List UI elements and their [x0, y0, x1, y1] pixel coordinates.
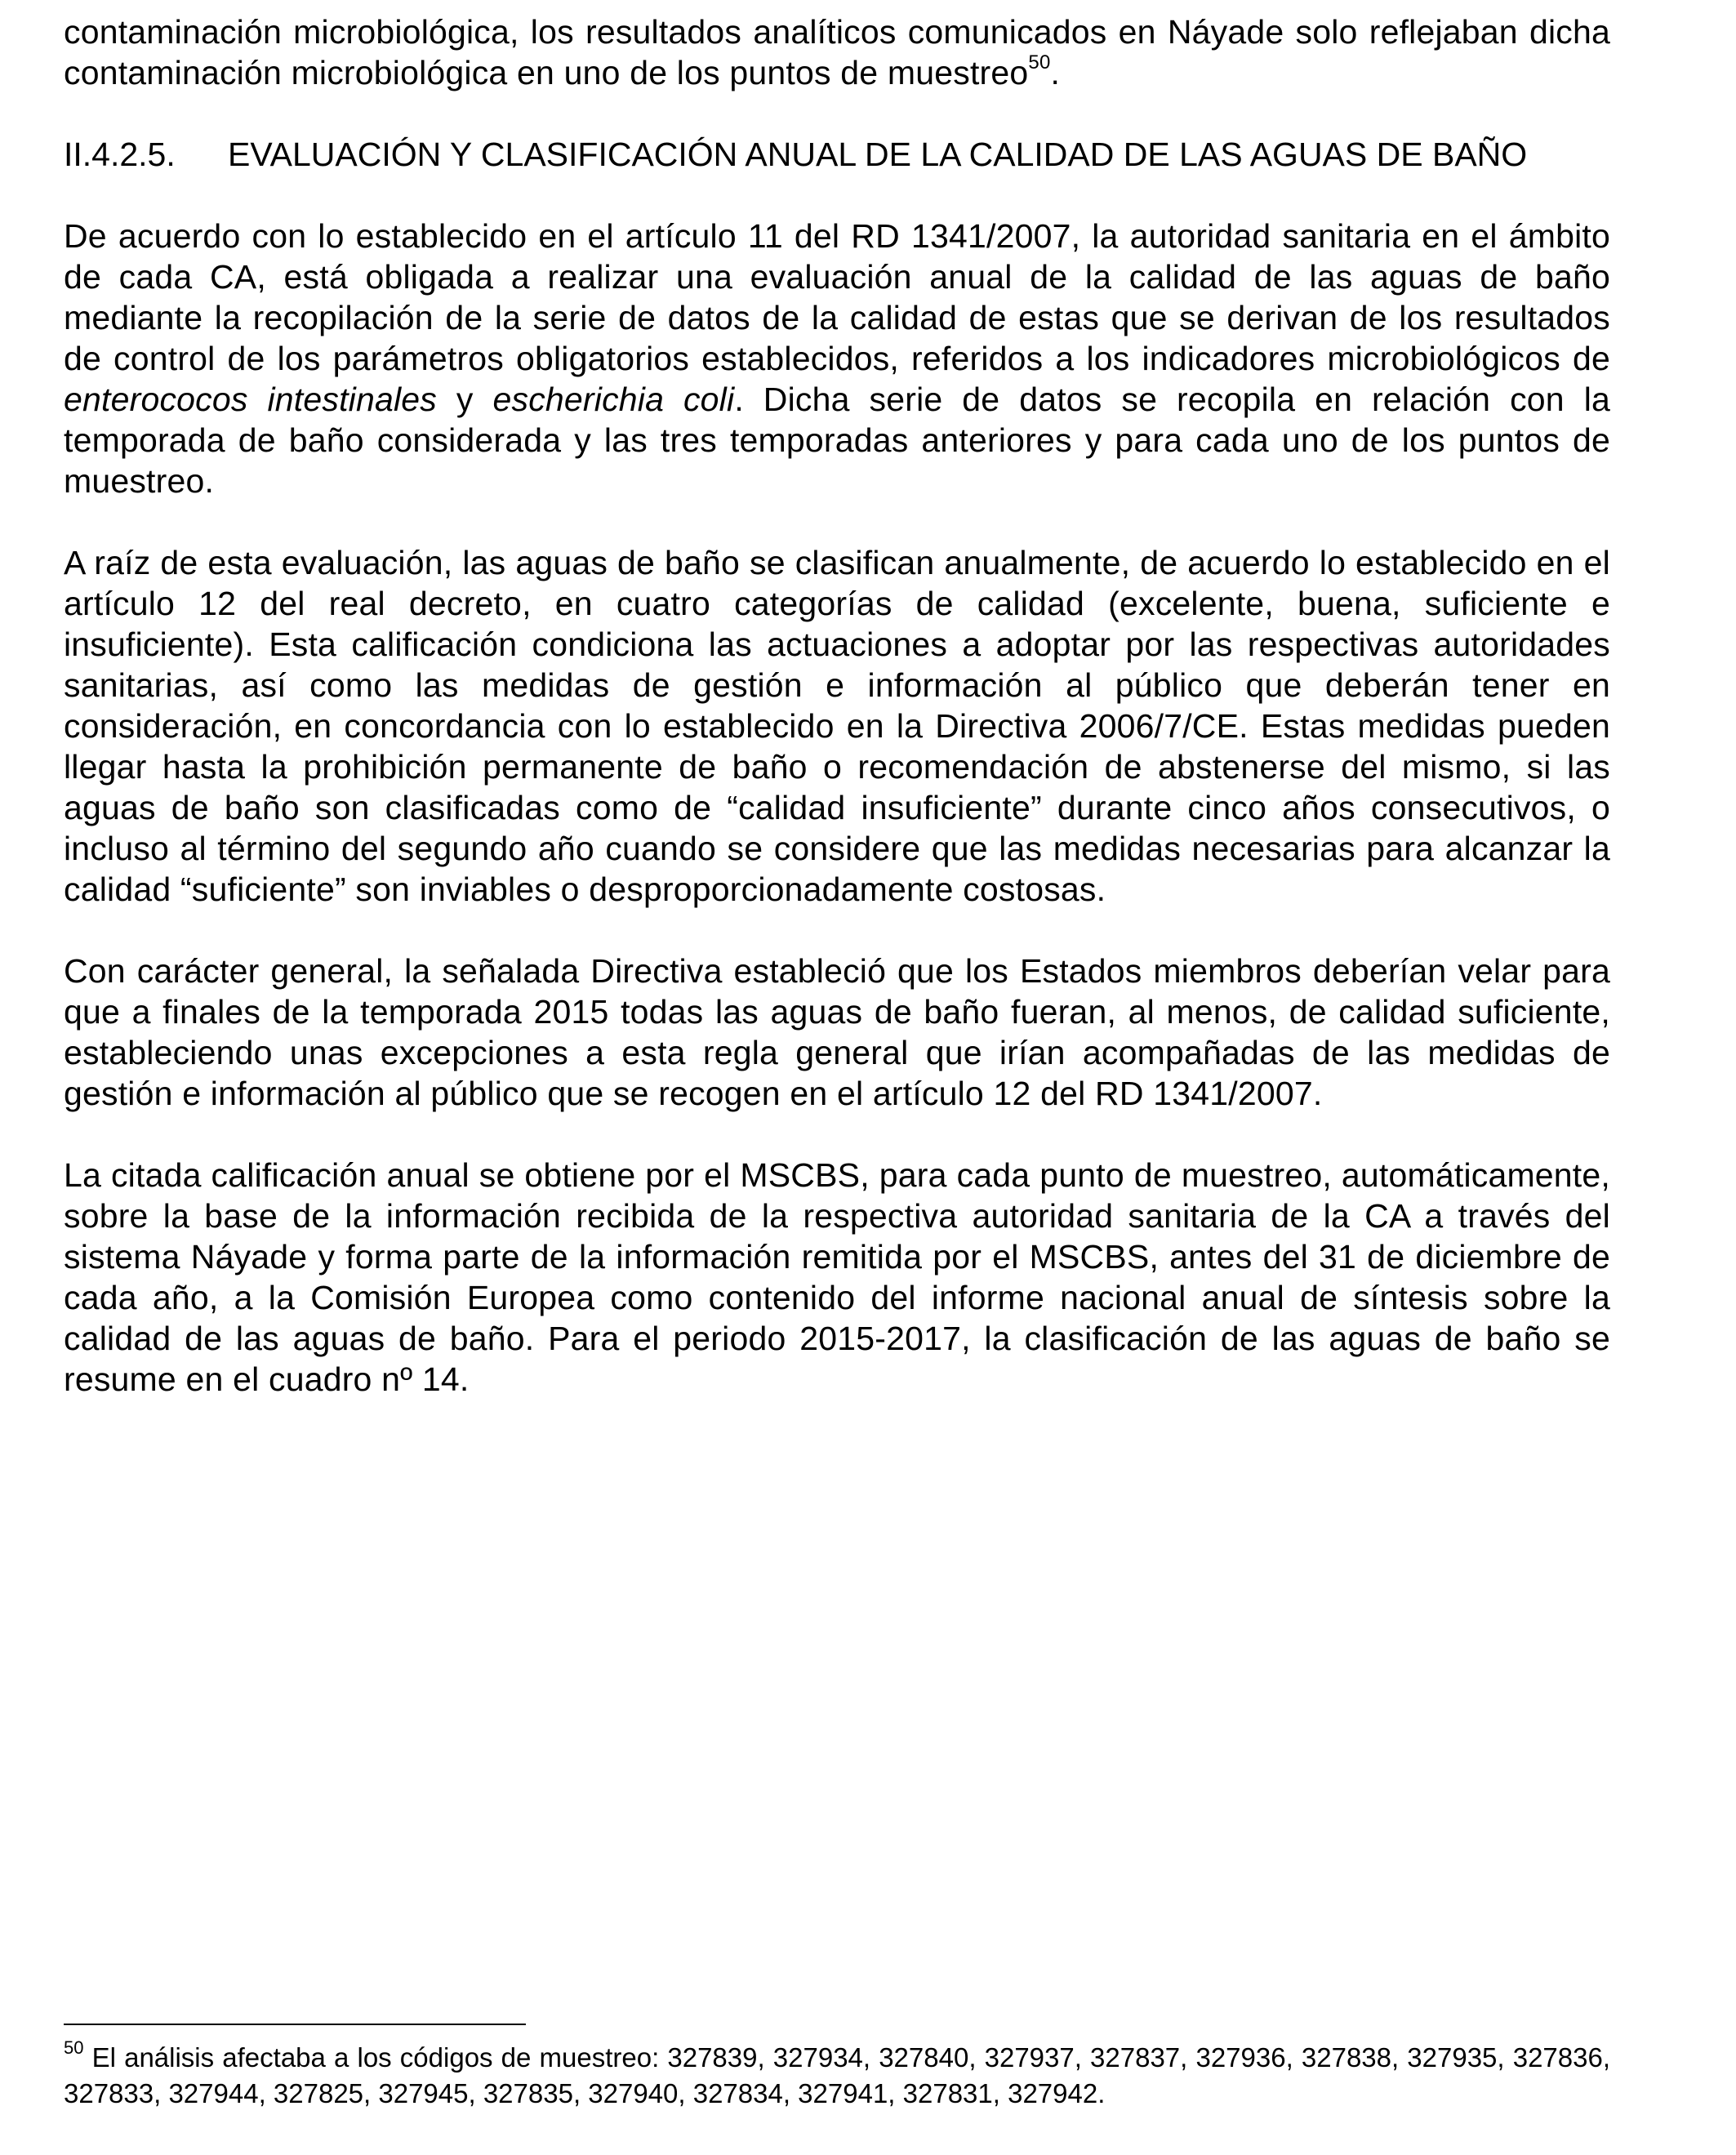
term-escherichia: escherichia coli	[492, 381, 735, 418]
paragraph-directive: Con carácter general, la señalada Directiva estableció que los Estados miembros deberían velar para que a finales de la temporada 2015 todas las aguas de baño fueran, al menos, de calidad suficiente, estableciendo unas excepciones a esta regla general que irían acompañadas de las medidas de gestión e información al público que se recogen en el artículo 12 del RD 1341/2007.	[64, 952, 1610, 1112]
paragraph-evaluation-text-2: y	[436, 381, 493, 418]
paragraph-annual-rating: La citada calificación anual se obtiene por el MSCBS, para cada punto de muestreo, automáticamente, sobre la base de la información recibida de la respectiva autoridad sanitaria de la CA a través del sistema Náyade y forma parte de la información remitida por el MSCBS, antes del 31 de diciembre de cada año, a la Comisión Europea como contenido del informe nacional anual de síntesis sobre la calidad de las aguas de baño. Para el periodo 2015-2017, la clasificación de las aguas de baño se resume en el cuadro nº 14.	[64, 1156, 1610, 1398]
paragraph-evaluation	[64, 216, 1610, 501]
footnote-text: El análisis afectaba a los códigos de muestreo: 327839, 327934, 327840, 327937, 327837, 327936, 327838, 327935, 327836, 327833, 327944, 327825, 327945, 327835, 327940, 327834, 327941, 327831, 327942.	[64, 2042, 1610, 2108]
footnote-divider	[64, 2024, 526, 2025]
term-enterococos: enterococos intestinales	[64, 381, 437, 418]
footnote-number: 50	[64, 2037, 84, 2058]
section-number: II.4.2.5.	[64, 136, 176, 173]
paragraph-evaluation-text-1: De acuerdo con lo establecido en el artículo 11 del RD 1341/2007, la autoridad sanitaria en el ámbito de cada CA, está obligada a realizar una evaluación anual de la calidad de las aguas de baño mediante la recopilación de la serie de datos de la calidad de estas que se derivan de los resultados de control de los parámetros obligatorios establecidos, referidos a los indicadores microbiológicos de	[64, 217, 1610, 377]
intro-paragraph	[64, 11, 1610, 93]
paragraph-classification: A raíz de esta evaluación, las aguas de baño se clasifican anualmente, de acuerdo lo establecido en el artículo 12 del real decreto, en cuatro categorías de calidad (excelente, buena, suficiente e insuficiente). Esta calificación condiciona las actuaciones a adoptar por las respectivas autoridades sanitarias, así como las medidas de gestión e información al público que deberán tener en consideración, en concordancia con lo establecido en la Directiva 2006/7/CE. Estas medidas pueden llegar hasta la prohibición permanente de baño o recomendación de abstenerse del mismo, si las aguas de baño son clasificadas como de “calidad insuficiente” durante cinco años consecutivos, o incluso al término del segundo año cuando se considere que las medidas necesarias para alcanzar la calidad “suficiente” son inviables o desproporcionadamente costosas.	[64, 544, 1610, 908]
section-heading	[64, 134, 1610, 175]
footnote-reference[interactable]: 50	[1028, 51, 1051, 74]
paragraph-evaluation-text-3: . Dicha serie de datos se recopila en relación con la temporada de baño considerada y las tres temporadas anteriores y para cada uno de los puntos de muestreo.	[64, 381, 1611, 500]
footnote	[64, 2037, 1610, 2112]
intro-text: contaminación microbiológica, los resultados analíticos comunicados en Náyade solo reflejaban dicha contaminación microbiológica en uno de los puntos de muestreo	[64, 13, 1610, 91]
document-body	[64, 11, 1610, 1400]
intro-end: .	[1050, 54, 1061, 91]
section-title: EVALUACIÓN Y CLASIFICACIÓN ANUAL DE LA CALIDAD DE LAS AGUAS DE BAÑO	[228, 136, 1528, 173]
